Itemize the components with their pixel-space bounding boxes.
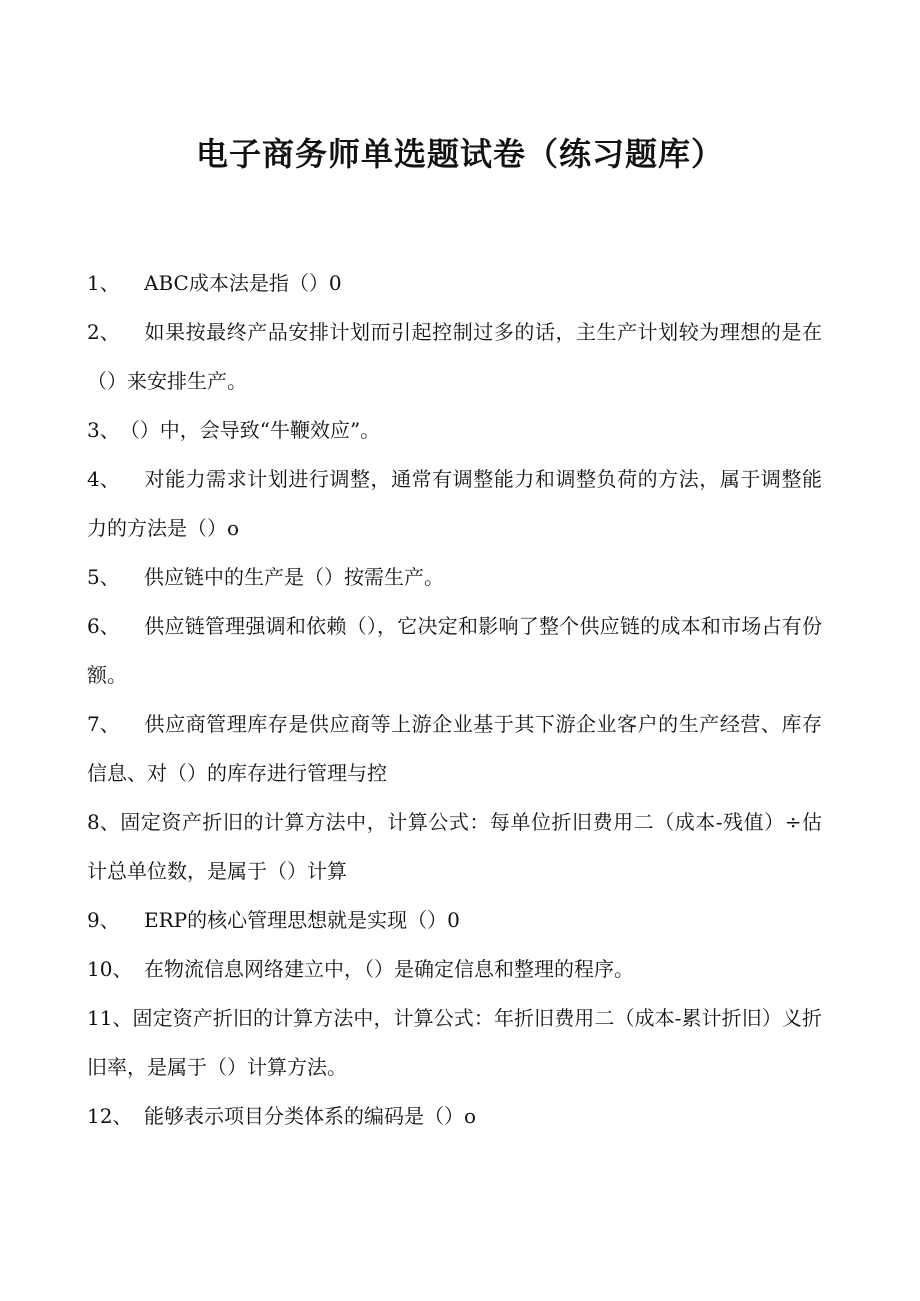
question-text: 供应商管理库存是供应商等上游企业基于其下游企业客户的生产经营、库存信息、对（）的库存进行管理与控: [87, 712, 822, 785]
question-list: [87, 259, 822, 1141]
document-title: 电子商务师单选题试卷（练习题库）: [195, 135, 724, 173]
question-item: [87, 602, 822, 700]
question-text: （）中，会导致“牛鞭效应”。: [119, 418, 381, 442]
question-item: [87, 700, 822, 798]
question-text: 如果按最终产品安排计划而引起控制过多的话，主生产计划较为理想的是在（）来安排生产。: [87, 320, 822, 393]
question-text: 在物流信息网络建立中，（）是确定信息和整理的程序。: [144, 957, 634, 981]
question-item: [87, 945, 822, 994]
question-item: [87, 798, 822, 896]
question-item: [87, 406, 822, 455]
question-number: 5、: [87, 565, 120, 589]
question-number: 11、: [87, 1006, 133, 1030]
question-number: 10、: [87, 957, 133, 981]
question-item: [87, 308, 822, 406]
question-item: [87, 553, 822, 602]
question-number: 1、: [87, 271, 120, 295]
question-number: 2、: [87, 320, 120, 344]
question-number: 7、: [87, 712, 120, 736]
question-item: [87, 896, 822, 945]
question-number: 9、: [87, 908, 120, 932]
question-number: 12、: [87, 1104, 133, 1128]
question-text: ERP的核心管理思想就是实现（）0: [144, 908, 460, 932]
question-text: 固定资产折旧的计算方法中，计算公式：年折旧费用二（成本-累计折旧）义折旧率，是属于（）计算方法。: [87, 1006, 822, 1079]
question-text: 供应链管理强调和依赖（），它决定和影响了整个供应链的成本和市场占有份额。: [87, 614, 822, 687]
question-number: 4、: [87, 467, 120, 491]
question-number: 8、: [87, 810, 120, 834]
question-item: [87, 259, 822, 308]
question-number: 3、: [87, 418, 120, 442]
question-item: [87, 1092, 822, 1141]
question-number: 6、: [87, 614, 120, 638]
question-text: 供应链中的生产是（）按需生产。: [144, 565, 444, 589]
question-item: [87, 455, 822, 553]
question-text: 能够表示项目分类体系的编码是（）o: [144, 1104, 477, 1128]
question-text: 对能力需求计划进行调整，通常有调整能力和调整负荷的方法，属于调整能力的方法是（）o: [87, 467, 822, 540]
question-text: 固定资产折旧的计算方法中，计算公式：每单位折旧费用二（成本-残值）÷估计总单位数，是属于（）计算: [87, 810, 822, 883]
question-text: ABC成本法是指（）0: [144, 271, 342, 295]
question-item: [87, 994, 822, 1092]
